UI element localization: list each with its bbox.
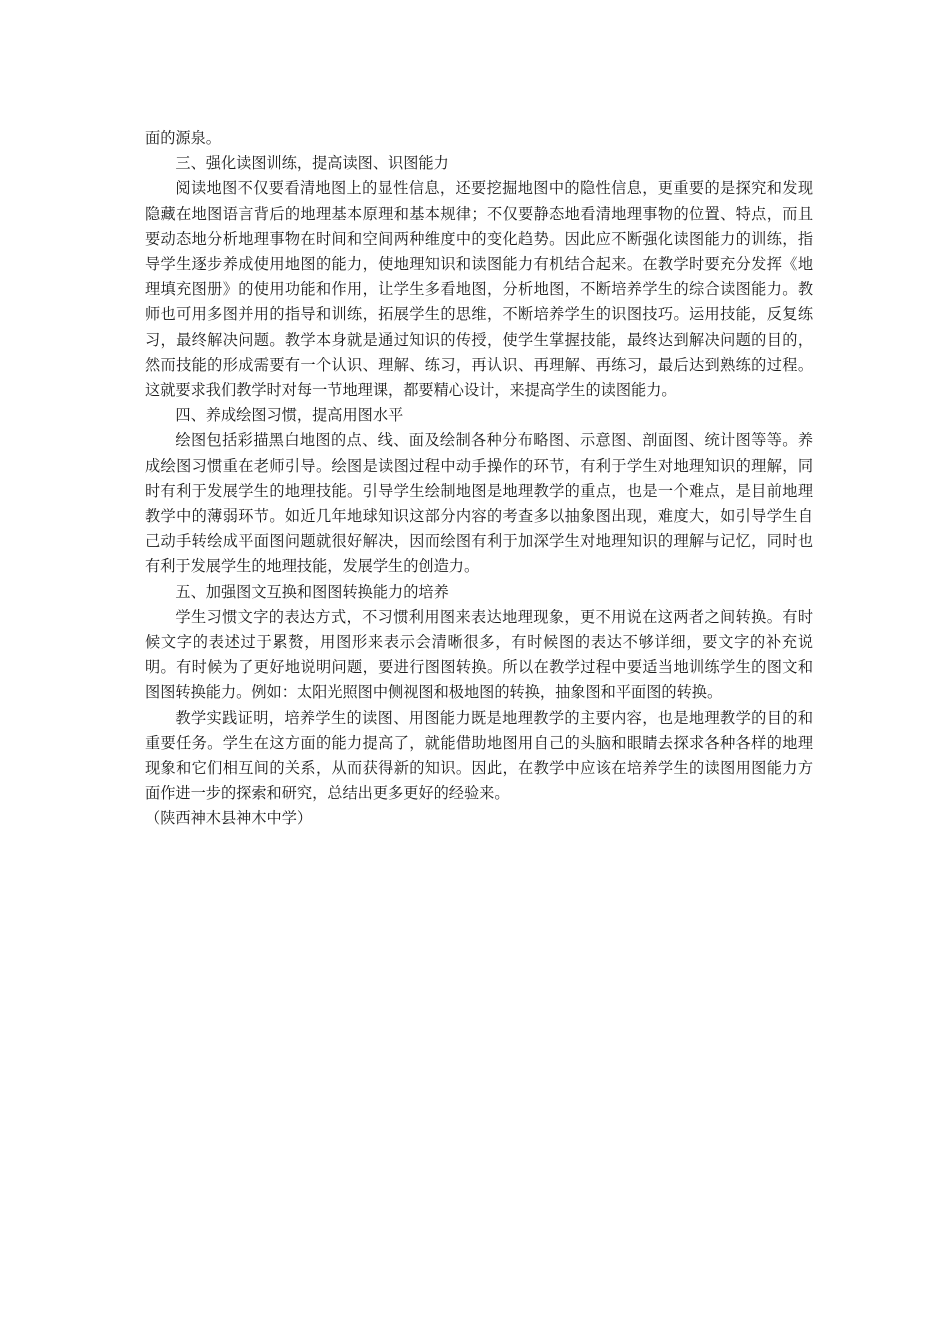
section-3-heading: 三、强化读图训练，提高读图、识图能力: [175, 154, 449, 173]
section-3-body: 阅读地图不仅要看清地图上的显性信息，还要挖掘地图中的隐性信息，更重要的是探究和发现隐藏在地图语言背后的地理基本原理和基本规律；不仅要静态地看清地理事物的位置、特点，而且要动态地分析地理事物在时间和空间两种维度中的变化趋势。因此应不断强化读图能力的训练，指导学生逐步养成使用地图的能力，使地理知识和读图能力有机结合起来。在教学时要充分发挥《地理填充图册》的使用功能和作用，让学生多看地图，分析地图，不断培养学生的综合读图能力。教师也可用多图并用的指导和训练，拓展学生的思维，不断培养学生的识图技巧。运用技能，反复练习，最终解决问题。教学本身就是通过知识的传授，使学生掌握技能，最终达到解决问题的目的，然而技能的形成需要有一个认识、理解、练习，再认识、再理解、再练习，最后达到熟练的过程。这就要求我们教学时对每一节地理课，都要精心设计，来提高学生的读图能力。: [145, 179, 813, 400]
source-affiliation: （陕西神木县神木中学）: [145, 809, 313, 828]
section-4-heading: 四、养成绘图习惯，提高用图水平: [175, 406, 404, 425]
section-5-heading: 五、加强图文互换和图图转换能力的培养: [175, 582, 449, 601]
section-5-body: 学生习惯文字的表达方式，不习惯利用图来表达地理现象，更不用说在这两者之间转换。有时候文字的表述过于累赘，用图形来表示会清晰很多，有时候图的表达不够详细，要文字的补充说明。有时候为了更好地说明问题，要进行图图转换。所以在教学过程中要适当地训练学生的图文和图图转换能力。例如：太阳光照图中侧视图和极地图的转换，抽象图和平面图的转换。: [145, 607, 813, 702]
section-4-body: 绘图包括彩描黑白地图的点、线、面及绘制各种分布略图、示意图、剖面图、统计图等等。养成绘图习惯重在老师引导。绘图是读图过程中动手操作的环节，有利于学生对地理知识的理解，同时有利于发展学生的地理技能。引导学生绘制地图是地理教学的重点，也是一个难点，是目前地理教学中的薄弱环节。如近几年地球知识这部分内容的考查多以抽象图出现，难度大，如引导学生自己动手转绘成平面图问题就很好解决，因而绘图有利于加深学生对地理知识的理解与记忆，同时也有利于发展学生的地理技能，发展学生的创造力。: [145, 431, 813, 576]
intro-tail-paragraph: 面的源泉。: [145, 129, 221, 147]
conclusion-paragraph: 教学实践证明，培养学生的读图、用图能力既是地理教学的主要内容，也是地理教学的目的和重要任务。学生在这方面的能力提高了，就能借助地图用自己的头脑和眼睛去探求各种各样的地理现象和它们相互间的关系，从而获得新的知识。因此，在教学中应该在培养学生的读图用图能力方面作进一步的探索和研究，总结出更多更好的经验来。: [145, 708, 813, 803]
document-body: [145, 126, 813, 832]
